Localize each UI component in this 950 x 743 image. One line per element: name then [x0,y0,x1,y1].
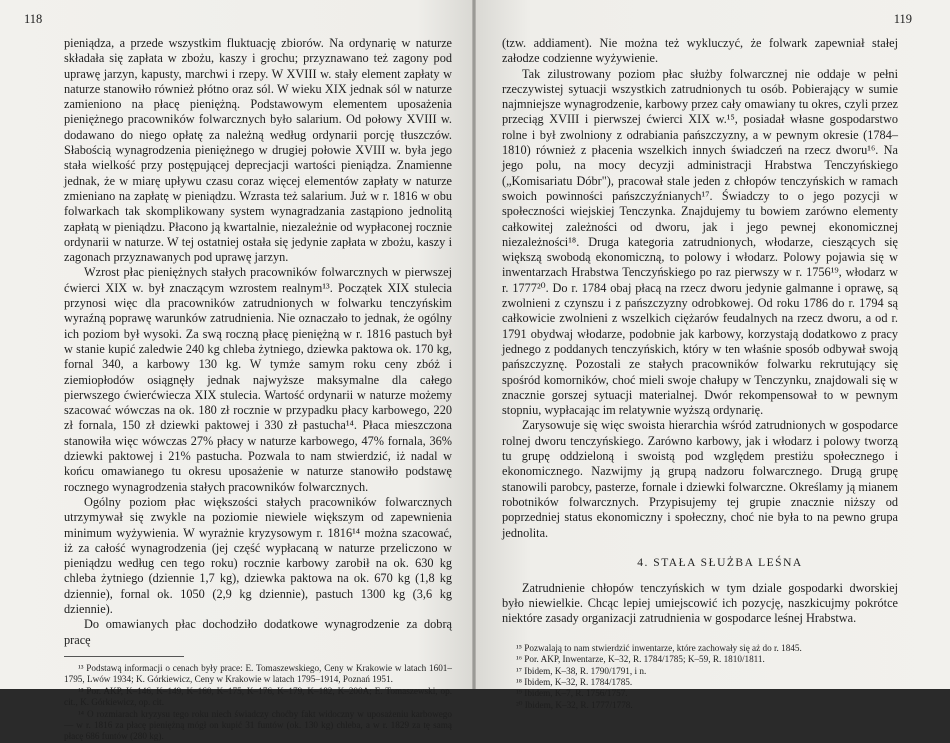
paragraph: Zatrudnienie chłopów tenczyńskich w tym dziale gospodarki dworskiej było niewielkie. Chcąc lepiej umiejscowić ich pozycję, naszkicujmy pokrótce niektóre zasady organizacji zatrudnienia w gospodarce leśnej Hrabstwa. [502,580,898,626]
footnote: ¹³ Por. AKP, K–146, K–149, K–160, K–175, K–176, K–179, K–182, K–200A; E. Tomaszewski, op. cit., K. Górkiewicz, op. cit. [64,685,452,708]
paragraph: pieniądza, a przede wszystkim fluktuację zbiorów. Na ordynarię w naturze składała się zapłata w zbożu, kaszy i grochu; przyznawano też zagony pod uprawę jarzyn, kapusty, marchwi i rzepy. W XVIII w. stały element zapłaty w naturze stanowiło również płótno oraz sól. W wieku XIX jednak sól w naturze zamieniono na płacę pieniężną. Podstawowym elementem uposażenia pieniężnego pracowników folwarcznych było salarium. Od połowy XVIII w. dodawano do niego opłatę za należną według ordynarii porcję tłuszczów. Słabością wynagrodzenia pieniężnego w drugiej połowie XVIII w. była jego stała wielkość przy postępującej deprecjacji wartości pieniądza. Znamienne jednak, że w miarę upływu czasu coraz więcej elementów zapłaty w naturze zmieniano na zapłatę w pieniądzu. Wzrasta też salarium. Już w r. 1816 w obu folwarkach tak skomplikowany system wynagradzania zastąpiono jednolitą zapłatą w pieniądzu. Płacono ją kwartalnie, niezależnie od wypłaconej rocznie ordynarii w naturze. W tej ostatniej ostała się jedynie zapłata w zbożu, kaszy i zagonach przyznawanych pod uprawę jarzyn. [64,36,452,265]
right-page [474,0,950,710]
paragraph: Wzrost płac pieniężnych stałych pracowników folwarcznych w pierwszej ćwierci XIX w. był znaczącym wzrostem realnym¹³. Początek XIX stulecia przynosi więc dla pracowników zatrudnionych w folwarku tenczyńskim wyraźną poprawę warunków zatrudnienia. Nie oznaczało to jednak, że ogólny ich poziom był wysoki. Za swą roczną płacę pieniężną w r. 1816 pastuch był w stanie kupić zaledwie 240 kg chleba żytniego, dziewka paktowa ok. 170 kg, fornal 340, a karbowy 130 kg. W tymże samym roku ceny zbóż i ziemiopłodów osiągnęły jednak najwyższe maksymalne dla całego pierwszego ćwierćwiecza XIX stulecia. Wartość ordynarii w naturze możemy szacować wówczas na ok. 180 zł rocznie w przypadku płacy karbowego, 220 zł fornala, 150 zł dziewki paktowej i 330 zł pastucha¹⁴. Płaca mieszczona stanowiła więc wówczas 27% płacy w naturze karbowego, 47% fornala, 36% dziewki paktowej i 21% pastucha. Pozwala to nam stwierdzić, iż nadal w końcu omawianego tu okresu uposażenie w naturze stanowiło podstawę rocznego wynagrodzenia stałych pracowników folwarcznych. [64,265,452,494]
main-text [64,36,452,648]
section-heading: 4. STAŁA SŁUŻBA LEŚNA [637,556,803,569]
footnote: ²⁰ Ibidem, K–32, R. 1777/1778. [516,699,633,710]
footnotes [64,663,452,743]
paragraph: Do omawianych płac dochodziło dodatkowe wynagrodzenie za dobrą pracę [64,617,452,647]
paragraph: Tak zilustrowany poziom płac służby folwarcznej nie oddaje w pełni rzeczywistej sytuacji wszystkich zatrudnionych tu osób. Pobierający w sumie najmniejsze wynagrodzenie, karbowy przez cały omawiany tu okres, czyli przez przeciąg XVIII i pierwszej ćwierci XIX w.¹⁵, posiadał własne gospodarstwo rolne i był zwolniony z odrabiania pańszczyzny, a w pewnym okresie (1784–1810) również z płacenia wszelkich innych świadczeń na rzecz dworu¹⁶. Na jego polu, na mocy decyzji administracji Hrabstwa Tenczyńskiego („Komisariatu Dóbr"), pracował stale jeden z chłopów tenczyńskich w ramach swoich powinności pańszczyźnianych¹⁷. Świadczy to o jego pozycji w społeczności wiejskiej Tenczynka. Znajdujemy tu bowiem zarówno elementy całkowitej zależności od dworu, jak i jego pewnej ekonomicznej niezależności¹⁸. Druga kategoria zatrudnionych, włodarze, cieszących się większą swobodą ekonomiczną, to polowy i włodarz. Polowy pojawia się w inwentarzach Hrabstwa Tenczyńskiego po raz pierwszy w r. 1756¹⁹, włodarz w r. 1777²⁰. Do r. 1784 obaj płacą na rzecz dworu jedynie galmanne i oprawę, są zwolnieni z czynszu i z pańszczyzny odrobkowej. Od roku 1786 do r. 1794 są całkowicie zwolnieni z wszelkich ciężarów feudalnych na rzecz dworu, a od r. 1791 obydwaj włodarze, podobnie jak karbowy, korzystają dodatkowo z pracy jednego z poddanych tenczyńskich, który w ten właśnie sposób odbywał swoją pańszczyznę. Pozostali ze stałych pracowników folwarku rekrutujący się spośród komorników, choć mieli swoje chałupy w Tenczynku, znajdowali się w znacznie gorszej sytuacji materialnej. Dwór rekompensował to w pewnym stopniu, wypłacając im relatywnie wyższą ordynarię. [502,66,898,418]
footnote: ¹⁷ Ibidem, K–38, R. 1790/1791, i n. [516,665,647,676]
page-number: 118 [24,12,43,26]
paragraph: Zarysowuje się więc swoista hierarchia wśród zatrudnionych w gospodarce rolnej dworu tenczyńskiego. Zarówno karbowy, jak i włodarz i polowy tworzą tu grupę oddzieloną i swoistą pod względem prestiżu społecznego i ekonomicznego. Nazwijmy ją grupą nadzoru folwarcznego. Drugą grupę stanowili parobcy, pasterze, fornale i dziewki folwarczne. Określamy ją mianem robotników folwarcznych. Przypisujemy tej grupie znacznie niższy od poprzedniej status ekonomiczny i społeczny, choć nie była to na pewno grupa jednolita. [502,418,898,540]
left-page [0,0,474,742]
footnote: ¹⁵ Pozwalają to nam stwierdzić inwentarze, które zachowały się aż do r. 1845. [516,642,802,653]
footnotes [502,643,898,711]
footnote: ¹³ Podstawą informacji o cenach były prace: E. Tomaszewskiego, Ceny w Krakowie w latach 1601–1795, Lwów 1934; K. Górkiewicz, Ceny w Krakowie w latach 1795–1914, Poznań 1951. [64,662,452,685]
footnote: ¹⁹ Ibidem, K–7, R. 1756/1757. [516,688,628,699]
paragraph: Ogólny poziom płac większości stałych pracowników folwarcznych utrzymywał się zwykle na poziomie niewiele większym od zapewnienia minimum wyżywienia. W wyrażnie kryzysowym r. 1816¹⁴ można szacować, iż za całość wynagrodzenia (jej część wypłacaną w naturze przeliczono w pieniądzu według cen tego roku) rocznie karbowy zarobił na ok. 630 kg chleba żytniego (dziennie 1,7 kg), dziewka paktowa na ok. 670 kg (1,8 kg dziennie), fornal ok. 1050 (2,9 kg dziennie), pastuch 1300 kg (3,6 kg dziennie). [64,494,452,616]
footnote: ¹⁴ O rozmiarach kryzysu tego roku niech świadczy choćby fakt widoczny w uposażeniu karbowego — w r. 1816 za płacę pieniężną mógł on kupić 31 funtów (ok. 130 kg) chleba, a w r. 1829 za tę samą płacę 686 funtów (280 kg). [64,708,452,742]
page-number: 119 [893,12,912,26]
book-gutter [472,0,476,689]
footnote: ¹⁸ Ibidem, K–32, R. 1784/1785. [516,676,633,687]
main-text [502,36,898,627]
footnote-rule [64,656,184,657]
footnote: ¹⁶ Por. AKP, Inwentarze, K–32, R. 1784/1785; K–59, R. 1810/1811. [516,654,765,665]
paragraph: (tzw. addiament). Nie można też wykluczyć, że folwark zapewniał stałej załodze codzienne wyżywienie. [502,36,898,66]
